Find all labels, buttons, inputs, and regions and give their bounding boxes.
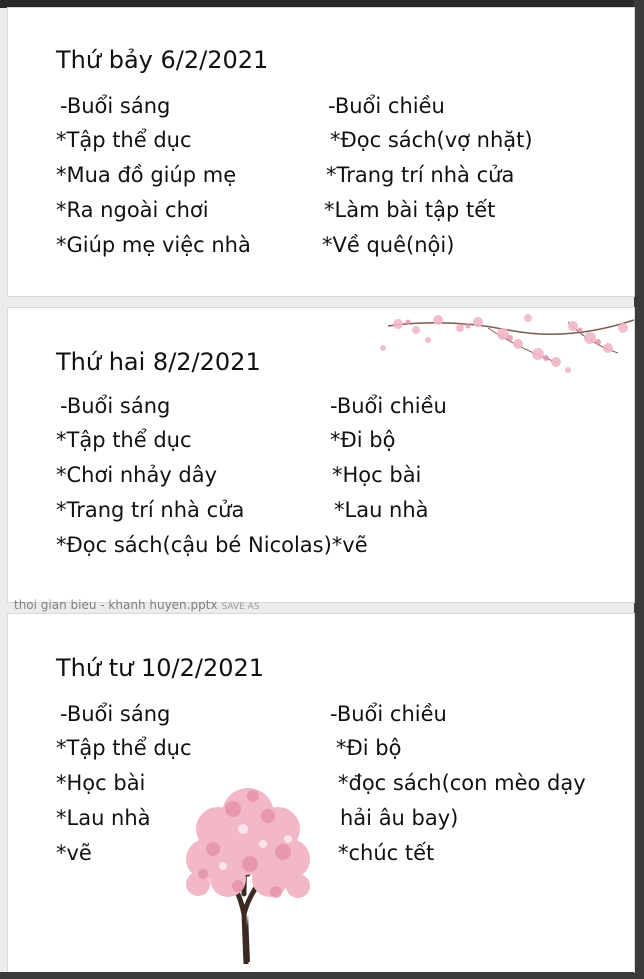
slide-3[interactable] — [8, 614, 634, 972]
morning-heading: -Buổi sáng — [60, 94, 171, 118]
morning-heading: -Buổi sáng — [60, 394, 171, 418]
window-top-edge — [0, 0, 644, 8]
morning-item: *Giúp mẹ việc nhà — [56, 233, 251, 257]
afternoon-item: *chúc tết — [338, 841, 435, 865]
afternoon-item: *Học bài — [332, 463, 422, 487]
afternoon-heading: -Buổi chiều — [330, 702, 447, 726]
morning-item: *Trang trí nhà cửa — [56, 498, 245, 522]
window-scrollbar[interactable] — [634, 0, 644, 979]
cherry-blossom-tree-icon — [178, 774, 318, 964]
afternoon-item: *Lau nhà — [334, 498, 429, 522]
file-name-text: thoi gian bieu - khanh huyen.pptx — [14, 598, 218, 612]
cherry-blossom-branch-icon — [368, 308, 634, 378]
morning-item: *Học bài — [56, 771, 146, 795]
morning-item: *Tập thể dục — [56, 736, 192, 760]
slide-1[interactable] — [8, 8, 634, 296]
slide-title: Thứ hai 8/2/2021 — [56, 348, 261, 376]
window-bottom-edge — [0, 972, 634, 979]
slide-title: Thứ tư 10/2/2021 — [56, 654, 265, 682]
afternoon-item: *Làm bài tập tết — [324, 198, 496, 222]
morning-item: *Mua đồ giúp mẹ — [56, 163, 237, 187]
morning-item: *Tập thể dục — [56, 428, 192, 452]
morning-item: *Lau nhà — [56, 806, 151, 830]
morning-item: *Chơi nhảy dây — [56, 463, 218, 487]
morning-item: *Đọc sách(cậu bé Nicolas)*vẽ — [56, 533, 368, 557]
afternoon-item: *Đi bộ — [330, 428, 396, 452]
morning-item: *Tập thể dục — [56, 128, 192, 152]
slide-title: Thứ bảy 6/2/2021 — [56, 46, 269, 74]
afternoon-item: *Đi bộ — [336, 736, 402, 760]
afternoon-item: hải âu bay) — [340, 806, 459, 830]
afternoon-item: *Về quê(nội) — [322, 233, 455, 257]
afternoon-item: *đọc sách(con mèo dạy — [338, 771, 586, 795]
morning-heading: -Buổi sáng — [60, 702, 171, 726]
slide-2[interactable] — [8, 308, 634, 602]
afternoon-heading: -Buổi chiều — [328, 94, 445, 118]
morning-item: *vẽ — [56, 841, 92, 865]
save-as-tag[interactable]: SAVE AS — [221, 602, 260, 612]
morning-item: *Ra ngoài chơi — [56, 198, 209, 222]
afternoon-item: *Đọc sách(vợ nhặt) — [330, 128, 533, 152]
afternoon-item: *Trang trí nhà cửa — [326, 163, 515, 187]
afternoon-heading: -Buổi chiều — [330, 394, 447, 418]
file-name-label — [14, 598, 260, 612]
